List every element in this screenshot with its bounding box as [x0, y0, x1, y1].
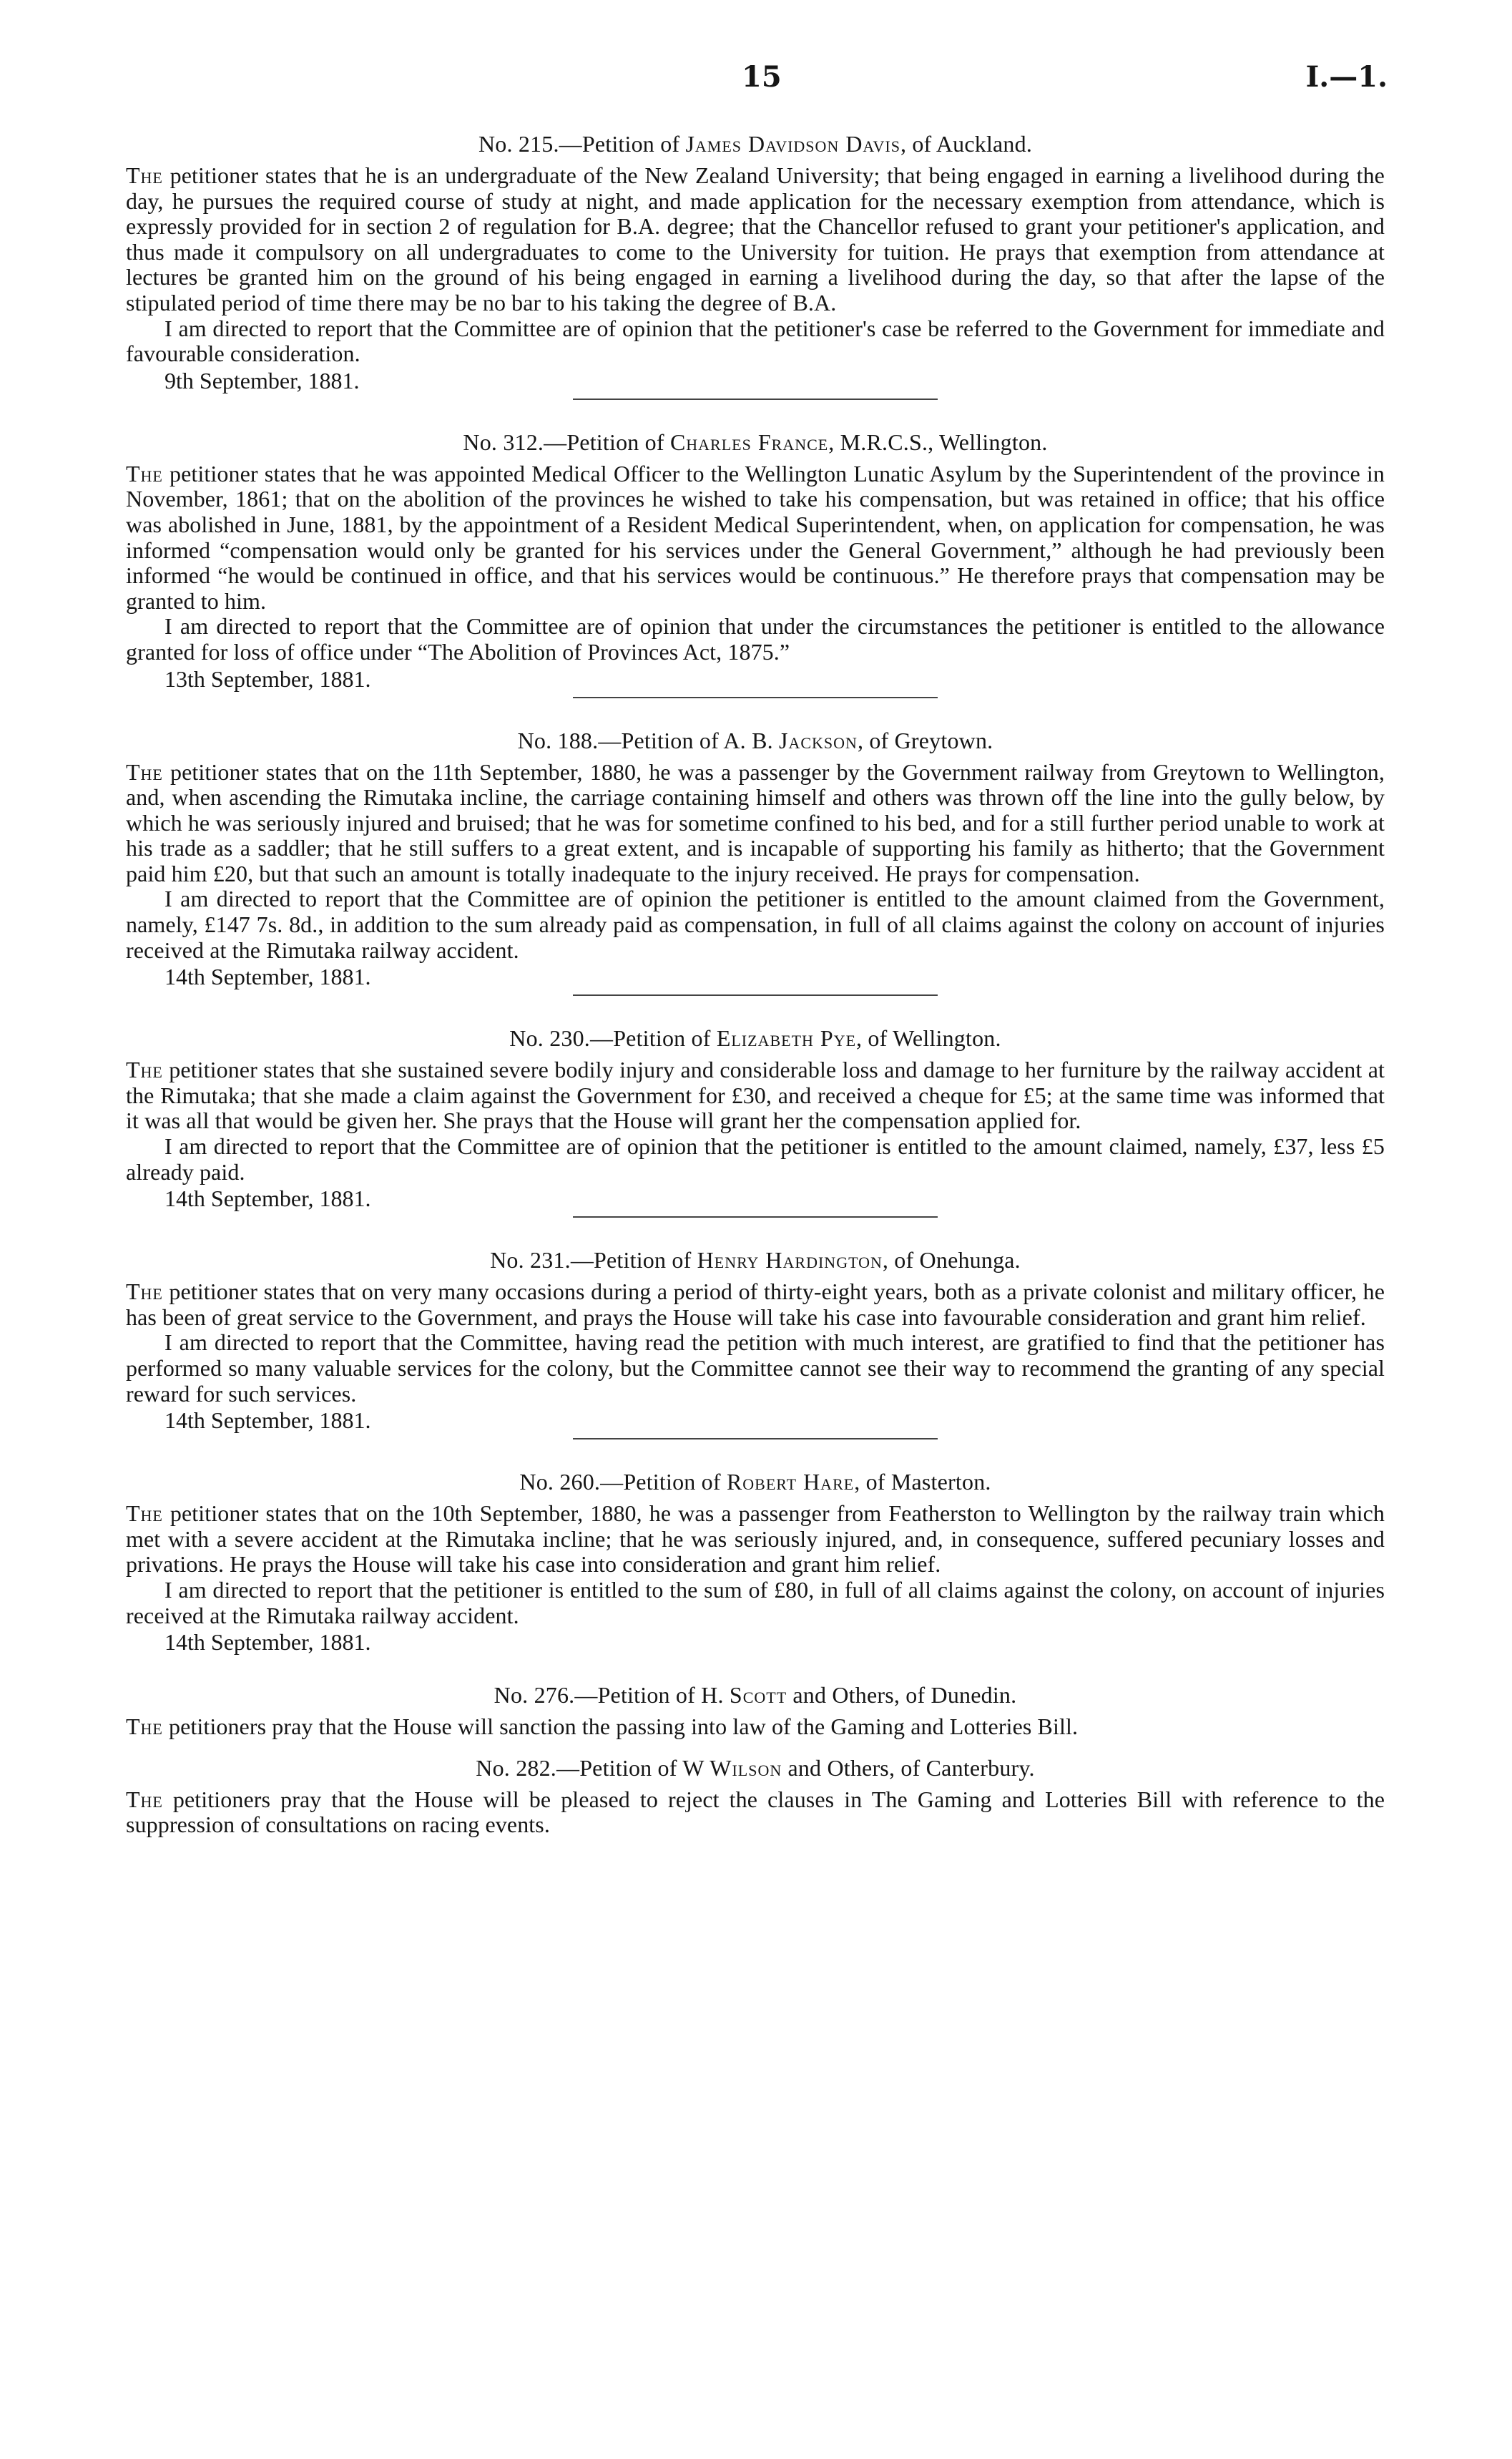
petition-title: No. 276.—Petition of H. Scott and Others, of Dunedin. — [494, 1682, 1017, 1708]
petition-title: No. 312.—Petition of Charles France, M.R.C.S., Wellington. — [463, 429, 1048, 455]
petition-276 — [126, 1680, 1385, 1753]
committee-report: I am directed to report that the Committee are of opinion that under the circumstances the petitioner is entitled to the allowance granted for loss of office under “The Abolition of Provinces Act, 1875.” — [126, 613, 1385, 665]
petition-statement: The petitioners pray that the House will be pleased to reject the clauses in The Gaming and Lotteries Bill with reference to the suppression of consultations on racing events. — [126, 1786, 1385, 1838]
committee-report: I am directed to report that the Committee are of opinion that the petitioner's case be referred to the Government for immediate and favourable consideration. — [126, 315, 1385, 367]
petition-title: No. 231.—Petition of Henry Hardington, of Onehunga. — [490, 1247, 1021, 1274]
page-content — [126, 129, 1385, 1838]
report-date: 14th September, 1881. — [165, 964, 371, 990]
committee-report: I am directed to report that the Committee, having read the petition with much interest, are gratified to find that the petitioner has performed so many valuable services for the colony, but the Committee cannot see their way to recommend the granting of any special reward for such services. — [126, 1329, 1385, 1407]
section-divider — [573, 399, 938, 400]
report-date: 13th September, 1881. — [165, 665, 371, 692]
section-divider — [573, 994, 938, 996]
petition-statement: The petitioners pray that the House will sanction the passing into law of the Gaming and Lotteries Bill. — [126, 1714, 1079, 1740]
report-date: 14th September, 1881. — [165, 1629, 371, 1656]
section-divider — [573, 697, 938, 698]
report-date: 14th September, 1881. — [165, 1185, 371, 1212]
petition-260 — [126, 1467, 1385, 1680]
petition-title: No. 260.—Petition of Robert Hare, of Masterton. — [519, 1469, 991, 1495]
petition-title: No. 230.—Petition of Elizabeth Pye, of Wellington. — [509, 1025, 1001, 1052]
petitioner-name: Scott — [729, 1682, 787, 1708]
petition-statement: The petitioner states that she sustained severe bodily injury and considerable loss and damage to her furniture by the railway accident at the Rimutaka; that she made a claim against the Government for £30, and received a cheque for £5; at the same time was informed that it was all that would be given her. She prays that the House will grant her the compensation applied for. — [126, 1057, 1385, 1134]
petitioner-name: Jackson — [779, 727, 858, 753]
petition-statement: The petitioner states that on the 10th September, 1880, he was a passenger from Featherston to Wellington by the railway train which met with a severe accident at the Rimutaka incline; that he was seriously injured, and, in consequence, suffered pecuniary losses and privations. He prays the House will take his case into consideration and grant him relief. — [126, 1500, 1385, 1578]
document-reference: I.—1. — [1305, 60, 1388, 94]
petitioner-name: James Davidson Davis — [685, 131, 900, 157]
petition-230 — [126, 1023, 1385, 1218]
petition-statement: The petitioner states that he was appointed Medical Officer to the Wellington Lunatic Asylum by the Superintendent of the province in November, 1861; that on the abolition of the provinces he wished to take his compensation, but was retained in office; that his office was abolished in June, 1881, by the appointment of a Resident Medical Superintendent, when, on application for compensation, he was informed “compensation would only be granted for his services under the General Government,” although he had previously been informed “he would be continued in office, and that his services would be continuous.” He therefore prays that compensation may be granted to him. — [126, 460, 1385, 614]
petitioner-name: Henry Hardington — [697, 1247, 883, 1274]
committee-report: I am directed to report that the petitioner is entitled to the sum of £80, in full of all claims against the colony, on account of injuries received at the Rimutaka railway accident. — [126, 1576, 1385, 1628]
section-divider — [573, 1438, 938, 1439]
petition-title: No. 188.—Petition of A. B. Jackson, of Greytown. — [517, 727, 993, 753]
report-date: 9th September, 1881. — [165, 367, 360, 393]
committee-report: I am directed to report that the Committee are of opinion that the petitioner is entitled to the amount claimed, namely, £37, less £5 already paid. — [126, 1133, 1385, 1185]
page-number: 15 — [742, 60, 782, 94]
page-header — [0, 56, 1512, 99]
petition-231 — [126, 1245, 1385, 1439]
petition-statement: The petitioner states that he is an undergraduate of the New Zealand University; that being engaged in earning a livelihood during the day, he pursues the required course of study at night, and made application for the necessary exemption from attendance, which is expressly provided for in section 2 of regulation for B.A. degree; that the Chancellor refused to grant your petitioner's application, and thus made it compulsory on all undergraduates to come to the University for tuition. He prays that exemption from attendance at lectures be granted him on the ground of his being engaged in earning a livelihood during the day, so that after the lapse of the stipulated period of time there may be no bar to his taking the degree of B.A. — [126, 162, 1385, 316]
petition-title: No. 215.—Petition of James Davidson Davis, of Auckland. — [478, 131, 1033, 157]
petitioner-name: Wilson — [710, 1754, 782, 1781]
petition-188 — [126, 725, 1385, 997]
petition-215 — [126, 129, 1385, 400]
petitioner-name: Elizabeth Pye — [716, 1025, 857, 1052]
petitioner-name: Robert Hare — [726, 1469, 855, 1495]
petition-statement: The petitioner states that on the 11th September, 1880, he was a passenger by the Government railway from Greytown to Wellington, and, when ascending the Rimutaka incline, the carriage containing himself and others was thrown off the line into the gully below, by which he was seriously injured and bruised; that he was for sometime confined to his bed, and for a still further period unable to work at his trade as a saddler; that he still suffers to a great extent, and is incapable of supporting his family as hitherto; that the Government paid him £20, but that such an amount is totally inadequate to the injury received. He prays for compensation. — [126, 758, 1385, 886]
section-divider — [573, 1216, 938, 1218]
report-date: 14th September, 1881. — [165, 1407, 371, 1434]
petition-312 — [126, 427, 1385, 698]
petition-statement: The petitioner states that on very many occasions during a period of thirty-eight years, both as a private colonist and military officer, he has been of great service to the Government, and prays the House will take his case into favourable consideration and grant him relief. — [126, 1279, 1385, 1330]
petition-title: No. 282.—Petition of W Wilson and Others, of Canterbury. — [476, 1754, 1035, 1781]
committee-report: I am directed to report that the Committee are of opinion the petitioner is entitled to the amount claimed from the Government, namely, £147 7s. 8d., in addition to the sum already paid as compensation, in full of all claims against the colony on account of injuries received at the Rimutaka railway accident. — [126, 886, 1385, 963]
petitioner-name: Charles France — [669, 429, 829, 455]
petition-282 — [126, 1753, 1385, 1838]
